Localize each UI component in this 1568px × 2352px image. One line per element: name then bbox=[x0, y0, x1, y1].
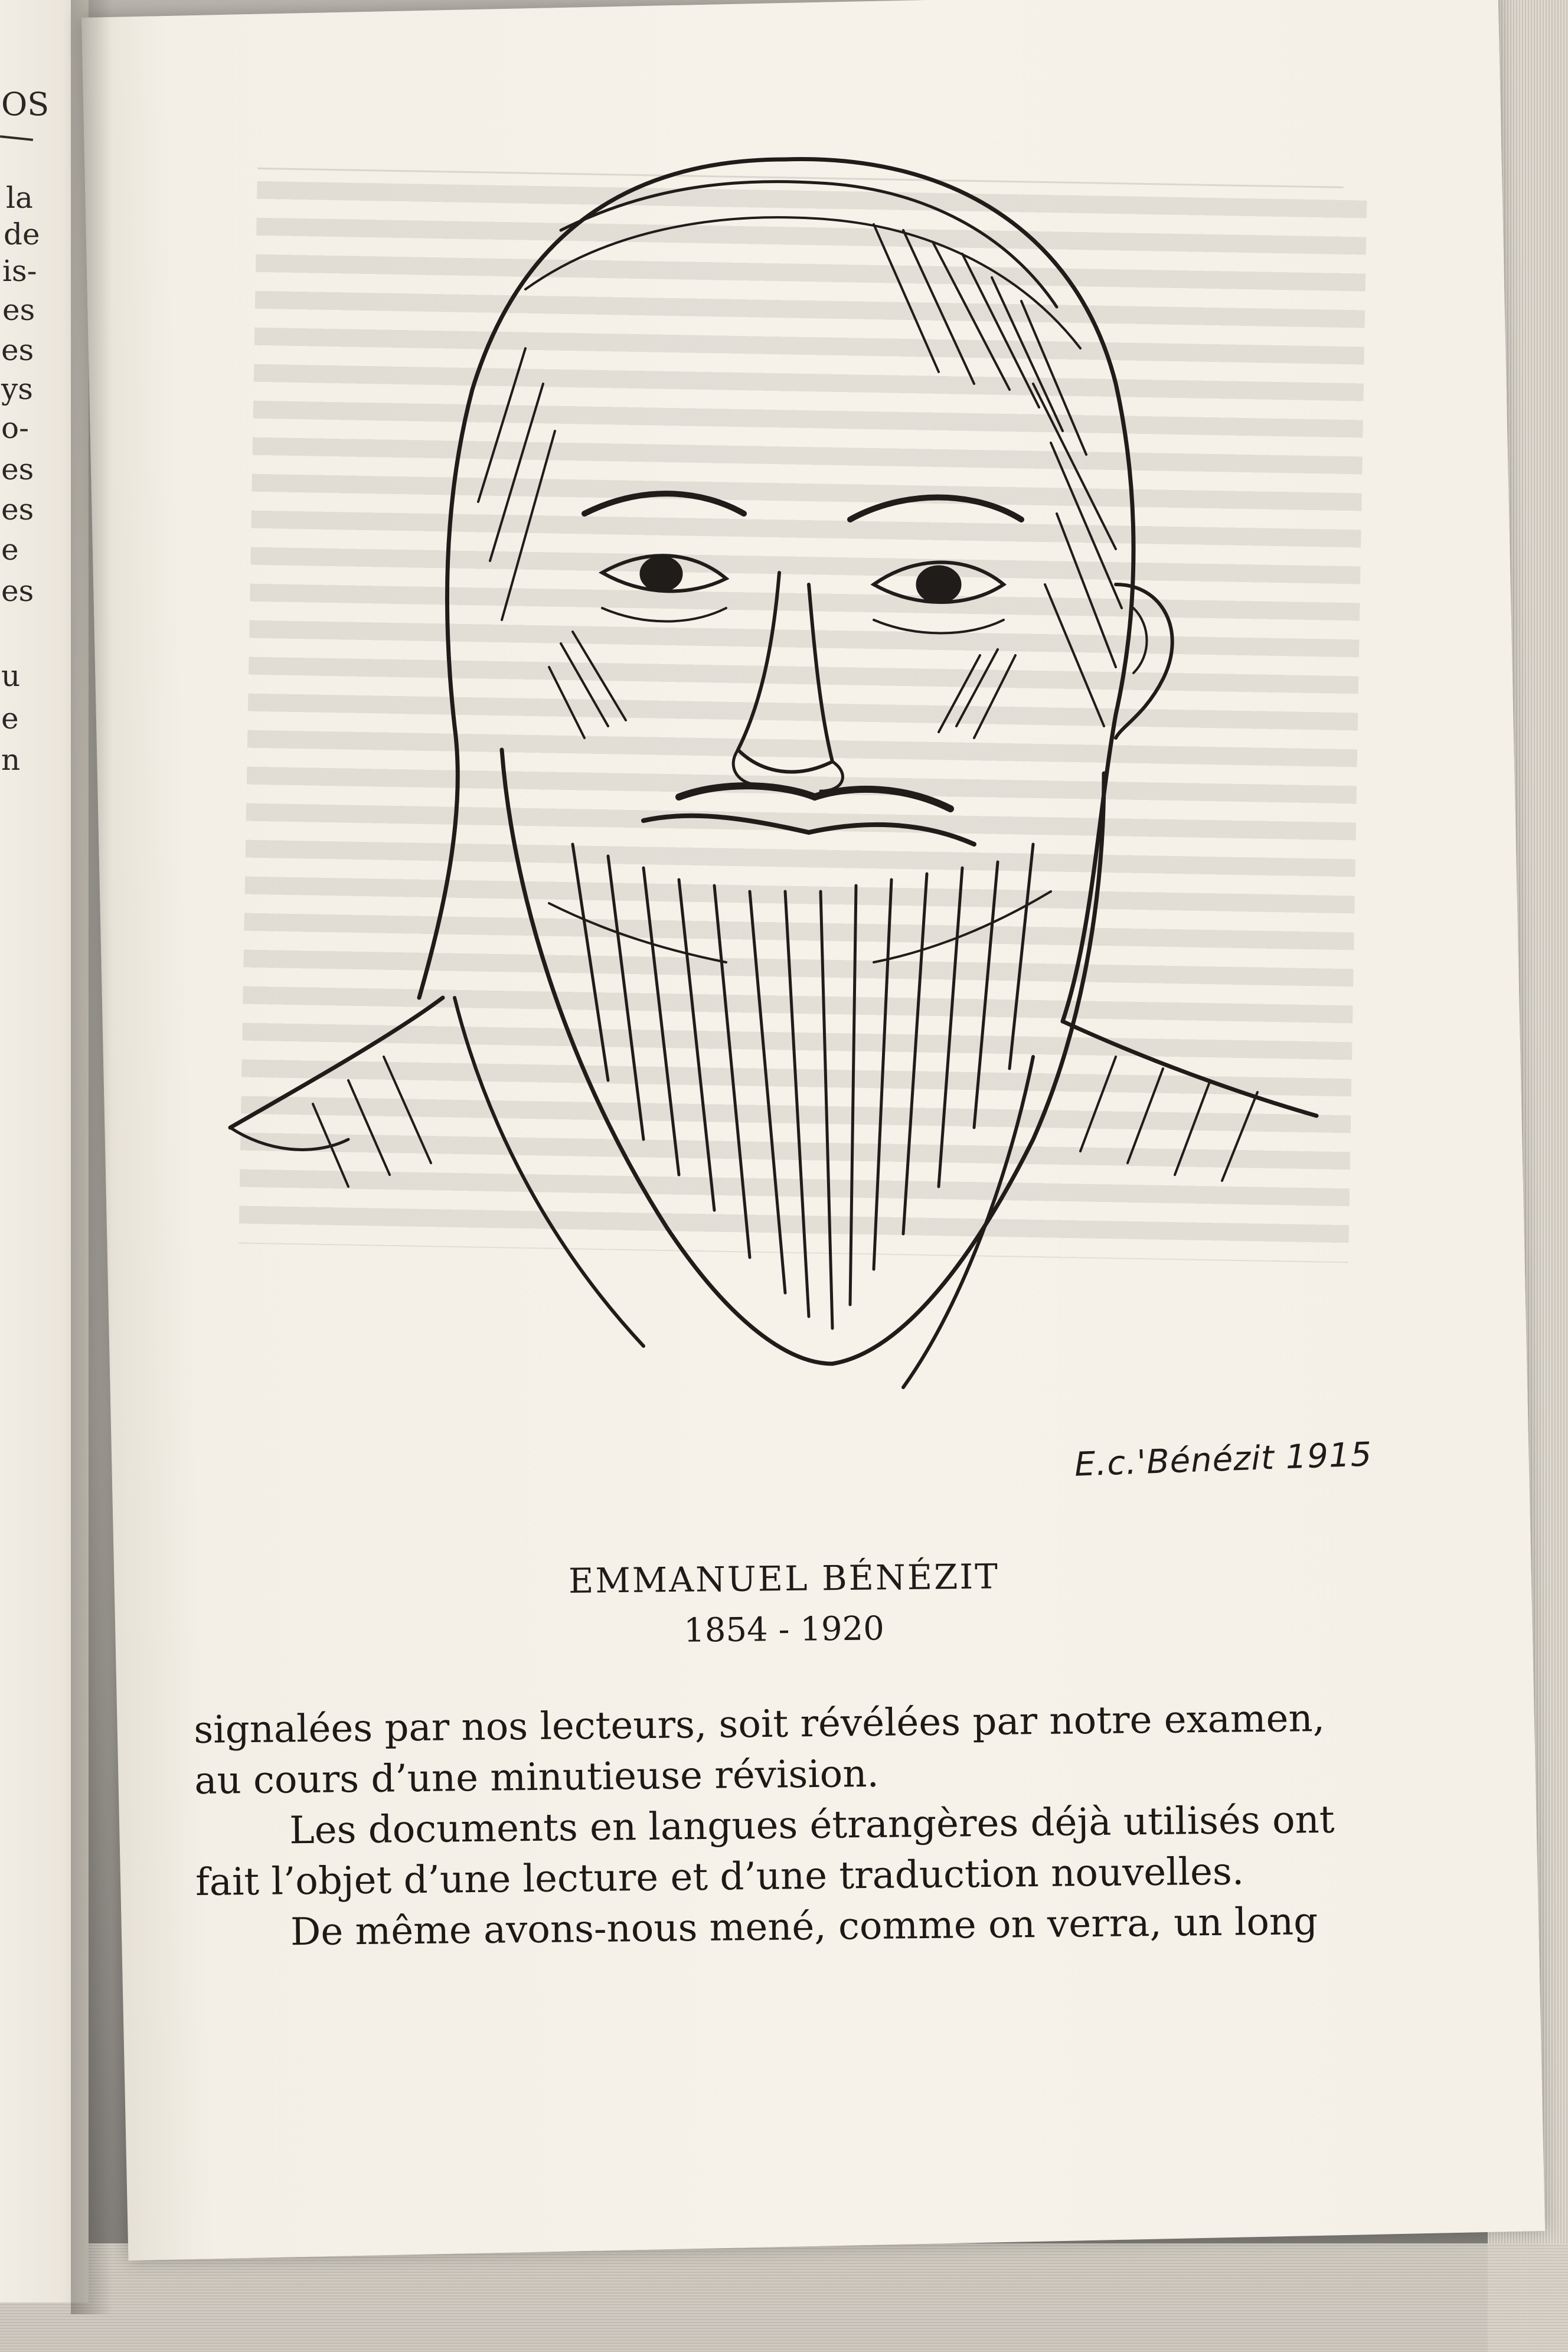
left-page-line-fragment: de bbox=[4, 217, 40, 251]
left-page-line-fragment: la bbox=[6, 181, 33, 215]
left-page-line-fragment: n bbox=[1, 743, 21, 777]
body-line: De même avons-nous mené, comme on verra, un long bbox=[290, 1900, 1318, 1955]
caption-dates: 1854 - 1920 bbox=[683, 1609, 885, 1650]
page-stack-bottom-edge bbox=[0, 2243, 1568, 2352]
left-page-line-fragment: es bbox=[1, 574, 34, 608]
body-line: signalées par nos lecteurs, soit révélées par notre examen, bbox=[194, 1696, 1325, 1752]
body-line: Les documents en langues étrangères déjà utilisés ont bbox=[289, 1798, 1335, 1853]
left-page-line-fragment: es bbox=[1, 452, 34, 486]
left-page-line-fragment: is- bbox=[2, 254, 37, 288]
body-text bbox=[194, 1692, 1436, 1959]
left-page-line-fragment: es bbox=[2, 293, 35, 327]
left-page-line-fragment: e bbox=[1, 533, 19, 567]
body-line: fait l’objet d’une lecture et d’une traduction nouvelles. bbox=[195, 1850, 1244, 1905]
caption-name: EMMANUEL BÉNÉZIT bbox=[568, 1556, 1000, 1601]
left-page-header-rule bbox=[0, 135, 33, 141]
left-page-line-fragment: o- bbox=[1, 411, 29, 445]
body-line: au cours d’une minutieuse révision. bbox=[194, 1752, 880, 1803]
left-page-line-fragment: es bbox=[1, 492, 34, 527]
artist-signature: E.c.'Bénézit 1915 bbox=[1074, 1435, 1373, 1484]
left-page-line-fragment: e bbox=[1, 701, 19, 736]
book-gutter-shadow bbox=[71, 0, 112, 2314]
left-page-line-fragment: es bbox=[1, 333, 34, 367]
left-page-header-fragment: OS bbox=[1, 86, 50, 123]
portrait-sketch bbox=[195, 136, 1405, 1511]
left-page-line-fragment: u bbox=[1, 659, 21, 693]
left-page-line-fragment: ys bbox=[1, 372, 33, 406]
